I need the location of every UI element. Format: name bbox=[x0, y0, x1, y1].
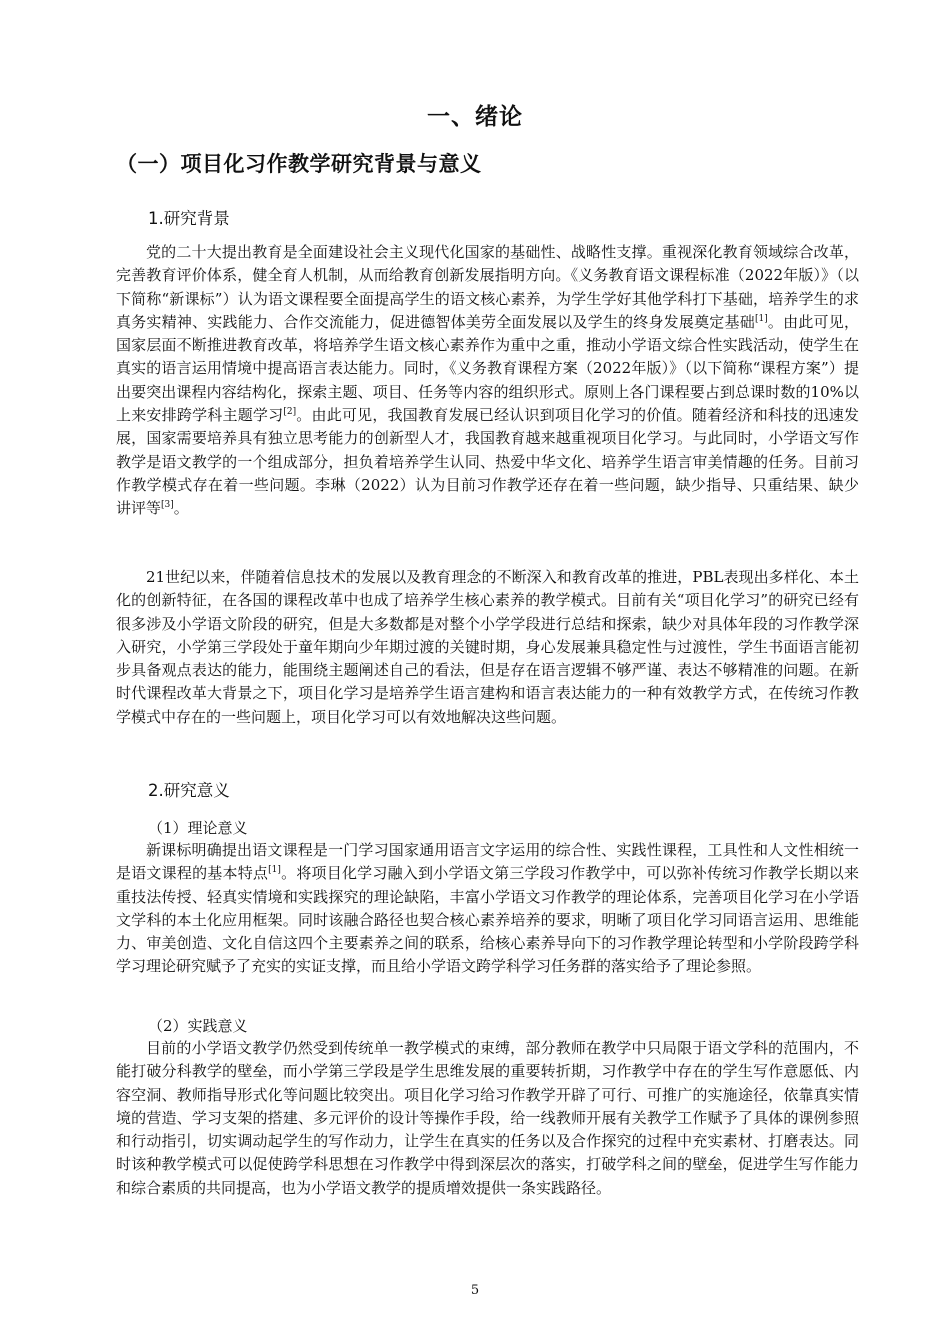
background-heading: 1.研究背景 bbox=[148, 209, 230, 228]
practice-subheading: （2）实践意义 bbox=[148, 1017, 248, 1035]
page-number: 5 bbox=[470, 1283, 480, 1298]
background-paragraph-2: 21世纪以来，伴随着信息技术的发展以及教育理念的不断深入和教育改革的推进，PBL表现出多样化、本土化的创新特征，在各国的课程改革中也成了培养学生核心素养的教学模式。目前有关“项目化学习”的研究已经有很多涉及小学语文阶段的研究，但是大多数都是对整个小学学段进行总结和探索，缺少对具体年段的习作教学深入研究，小学第三学段处于童年期向少年期过渡的关键时期，身心发展兼具稳定性与过渡性，学生书面语言能初步具备观点表达的能力，能围绕主题阐述自己的看法，但是存在语言逻辑不够严谨、表达不够精准的问题。在新时代课程改革大背景之下，项目化学习是培养学生语言建构和语言表达能力的一种有效教学方式，在传统习作教学模式中存在的一些问题上，项目化学习可以有效地解决这些问题。 bbox=[116, 568, 859, 726]
significance-heading: 2.研究意义 bbox=[148, 781, 230, 800]
chapter-heading: 一、绪论 bbox=[427, 104, 523, 130]
theory-subheading: （1）理论意义 bbox=[148, 819, 248, 837]
citation-2: [2] bbox=[283, 407, 297, 418]
section-heading: （一）项目化习作教学研究背景与意义 bbox=[116, 152, 482, 176]
citation-3: [3] bbox=[161, 500, 174, 511]
theory-paragraph: 新课标明确提出语文课程是一门学习国家通用语言文字运用的综合性、实践性课程，工具性和人文性相统一是语文课程的基本特点[1]。将项目化学习融入到小学语文第三学段习作教学中，可以弥补传统习作教学长期以来重技法传授、轻真实情境和实践探究的理论缺陷，丰富小学语文习作教学的理论体系，完善项目化学习在小学语文学科的本土化应用框架。同时该融合路径也契合核心素养培养的要求，明晰了项目化学习同语言运用、思维能力、审美创造、文化自信这四个主要素养之间的联系，给核心素养导向下的习作教学理论转型和小学阶段跨学科学习理论研究赋予了充实的实证支撑，而且给小学语文跨学科学习任务群的落实给予了理论参照。 bbox=[116, 841, 859, 976]
practice-paragraph: 目前的小学语文教学仍然受到传统单一教学模式的束缚，部分教师在教学中只局限于语文学科的范围内，不能打破分科教学的壁垒，而小学第三学段是学生思维发展的重要转折期，习作教学中存在的学生写作意愿低、内容空洞、教师指导形式化等问题比较突出。项目化学习给习作教学开辟了可行、可推广的实施途径，依靠真实情境的营造、学习支架的搭建、多元评价的设计等操作手段，给一线教师开展有关教学工作赋予了具体的课例参照和行动指引，切实调动起学生的写作动力，让学生在真实的任务以及合作探究的过程中充实素材、打磨表达。同时该种教学模式可以促使跨学科思想在习作教学中得到深层次的落实，打破学科之间的壁垒，促进学生写作能力和综合素质的共同提高，也为小学语文教学的提质增效提供一条实践路径。 bbox=[116, 1039, 859, 1197]
citation-1b: [1] bbox=[268, 865, 281, 876]
background-paragraph-1: 党的二十大提出教育是全面建设社会主义现代化国家的基础性、战略性支撑。重视深化教育领域综合改革，完善教育评价体系，健全育人机制，从而给教育创新发展指明方向。《义务教育语文课程标准（2022年版）》（以下简称“新课标”）认为语文课程要全面提高学生的语文核心素养，为学生学好其他学科打下基础，培养学生的求真务实精神、实践能力、合作交流能力，促进德智体美劳全面发展以及学生的终身发展奠定基础[1]。由此可见，国家层面不断推进教育改革，将培养学生语文核心素养作为重中之重，推动小学语文综合性实践活动，使学生在真实的语言运用情境中提高语言表达能力。同时，《义务教育课程方案（2022年版）》（以下简称“课程方案”）提出要突出课程内容结构化，探索主题、项目、任务等内容的组织形式。原则上各门课程要占到总课时数的10%以上来安排跨学科主题学习[2]。由此可见，我国教育发展已经认识到项目化学习的价值。随着经济和科技的迅速发展，国家需要培养具有独立思考能力的创新型人才，我国教育越来越重视项目化学习。与此同时，小学语文写作教学是语文教学的一个组成部分，担负着培养学生认同、热爱中华文化、培养学生语言审美情趣的任务。目前习作教学模式存在着一些问题。李琳（2022）认为目前习作教学还存在着一些问题，缺少指导、只重结果、缺少讲评等[3]。 bbox=[116, 243, 859, 518]
citation-1: [1] bbox=[754, 313, 768, 324]
